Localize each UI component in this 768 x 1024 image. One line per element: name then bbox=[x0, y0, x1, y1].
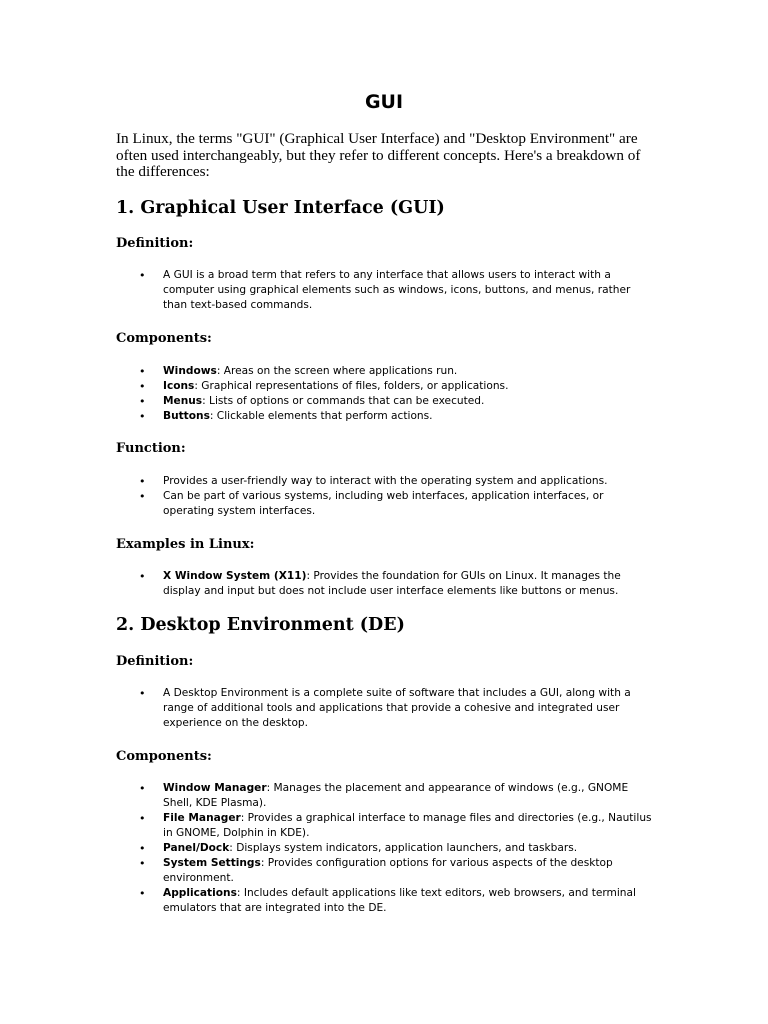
list-item-text: : Includes default applications like text editors, web browsers, and terminal emulators that are integrated into the DE. bbox=[163, 887, 636, 914]
list-item-term: Window Manager bbox=[163, 782, 267, 794]
gui-section-heading: 1. Graphical User Interface (GUI) bbox=[116, 198, 445, 218]
list-item-text: : Provides a graphical interface to manage files and directories (e.g., Nautilus in GNOME, Dolphin in KDE). bbox=[163, 812, 652, 839]
list-item-term: X Window System (X11) bbox=[163, 570, 307, 582]
document-title: GUI bbox=[364, 91, 404, 113]
list-item: • Provides a user-friendly way to interact with the operating system and applications. bbox=[116, 474, 656, 489]
gui-examples-list bbox=[116, 569, 656, 599]
gui-examples-heading: Examples in Linux: bbox=[116, 537, 255, 552]
de-components-heading: Components: bbox=[116, 749, 212, 764]
list-item-text: : Manages the placement and appearance of windows (e.g., GNOME Shell, KDE Plasma). bbox=[163, 782, 629, 809]
gui-components-list bbox=[116, 364, 656, 424]
list-item bbox=[116, 364, 656, 379]
list-item-text: : Provides the foundation for GUIs on Linux. It manages the display and input but does not include user interface elements like buttons or menus. bbox=[163, 570, 621, 597]
list-item-term: Applications bbox=[163, 887, 237, 899]
de-definition-list bbox=[116, 686, 656, 731]
list-item-text: : Displays system indicators, application launchers, and taskbars. bbox=[229, 842, 578, 854]
de-components-list bbox=[116, 781, 656, 916]
list-item-term: File Manager bbox=[163, 812, 241, 824]
list-item-text: : Provides configuration options for various aspects of the desktop environment. bbox=[163, 857, 613, 884]
de-definition-heading: Definition: bbox=[116, 654, 194, 669]
list-item bbox=[116, 811, 656, 841]
list-item bbox=[116, 781, 656, 811]
list-item bbox=[116, 569, 656, 599]
list-item-text: : Clickable elements that perform actions. bbox=[209, 410, 433, 422]
list-item bbox=[116, 409, 656, 424]
list-item bbox=[116, 841, 656, 856]
intro-paragraph: In Linux, the terms "GUI" (Graphical User Interface) and "Desktop Environment" are often used interchangeably, but they refer to different concepts. Here's a breakdown of the differences: bbox=[116, 130, 641, 180]
gui-components-heading: Components: bbox=[116, 331, 212, 346]
list-item bbox=[116, 856, 656, 886]
list-item bbox=[116, 394, 656, 409]
gui-definition-heading: Definition: bbox=[116, 236, 194, 251]
list-item: • A GUI is a broad term that refers to any interface that allows users to interact with a computer using graphical elements such as windows, icons, buttons, and menus, rather than text-based commands. bbox=[116, 268, 656, 313]
list-item-term: Windows bbox=[163, 365, 217, 377]
list-item-term: Panel/Dock bbox=[163, 842, 230, 854]
list-item-text: : Areas on the screen where applications run. bbox=[216, 365, 458, 377]
list-item-term: Menus bbox=[163, 395, 203, 407]
gui-definition-list bbox=[116, 268, 656, 313]
list-item-term: Icons bbox=[163, 380, 195, 392]
de-section-heading: 2. Desktop Environment (DE) bbox=[116, 615, 405, 635]
list-item: • Can be part of various systems, including web interfaces, application interfaces, or operating system interfaces. bbox=[116, 489, 656, 519]
list-item bbox=[116, 886, 656, 916]
list-item-text: : Graphical representations of files, folders, or applications. bbox=[194, 380, 509, 392]
list-item-term: Buttons bbox=[163, 410, 210, 422]
list-item-term: System Settings bbox=[163, 857, 261, 869]
gui-function-list bbox=[116, 474, 656, 519]
list-item: • A Desktop Environment is a complete suite of software that includes a GUI, along with a range of additional tools and applications that provide a cohesive and integrated user experience on the desktop. bbox=[116, 686, 656, 731]
list-item-text: : Lists of options or commands that can be executed. bbox=[202, 395, 485, 407]
gui-function-heading: Function: bbox=[116, 441, 186, 456]
list-item bbox=[116, 379, 656, 394]
